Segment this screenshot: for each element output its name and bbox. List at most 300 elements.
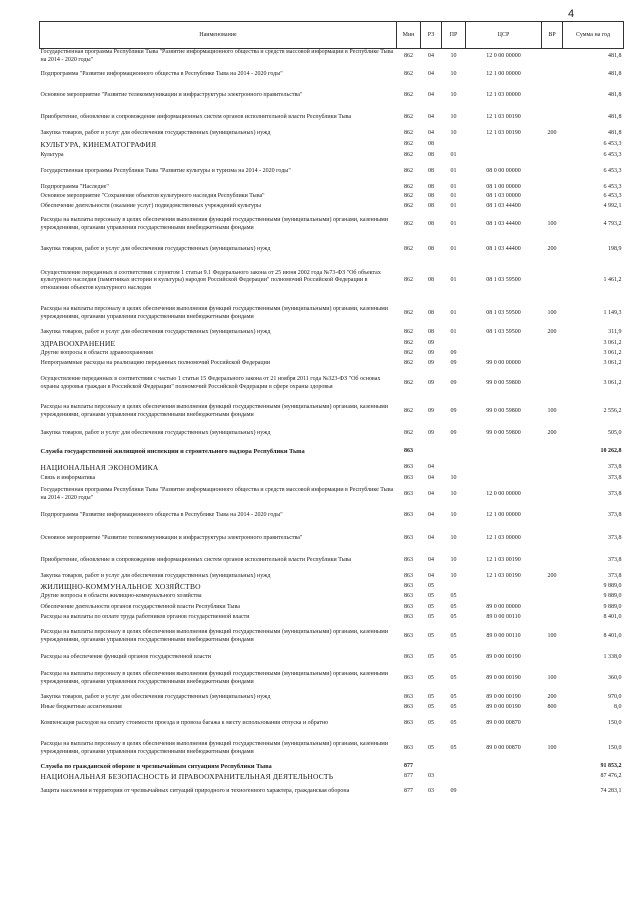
table-row bbox=[40, 474, 624, 485]
row-vr bbox=[542, 339, 563, 349]
row-pr: 09 bbox=[450, 349, 457, 356]
row-csr: 89 0 00 00000 bbox=[486, 603, 521, 610]
row-sum: 4 992,1 bbox=[603, 202, 622, 209]
row-sum: 3 061,2 bbox=[603, 349, 622, 356]
row-min: 863 bbox=[404, 704, 413, 711]
row-min: 863 bbox=[404, 720, 413, 727]
row-csr: 08 1 03 44400 bbox=[486, 202, 521, 209]
row-sum: 9 889,0 bbox=[603, 582, 622, 589]
row-name: Обеспечение деятельности (оказание услуг) подведомственных учреждений культуры bbox=[40, 202, 262, 209]
table-row bbox=[40, 462, 624, 474]
row-rz: 08 bbox=[428, 246, 434, 253]
row-sum: 481,8 bbox=[608, 113, 622, 120]
row-csr: 12 1 03 00000 bbox=[486, 91, 521, 98]
row-csr: 99 0 00 00000 bbox=[486, 359, 521, 366]
row-rz: 08 bbox=[428, 183, 434, 190]
row-pr bbox=[442, 582, 466, 592]
row-name: Расходы на выплаты персоналу в целях обеспечения выполнения функций государственными (муниципальными) органами, казенными учреждениями, органами управления государственными внебюджетными фондами bbox=[40, 306, 388, 320]
row-pr: 05 bbox=[450, 704, 457, 711]
row-name: Осуществление переданных в соответствии с частью 1 статьи 15 Федерального закона от 21 ноября 2011 года №323-ФЗ "Об основах охраны здоровья граждан в Российской Федерации" полномочий Российской Федерации в сфере охраны здоровья bbox=[40, 375, 381, 390]
row-pr: 10 bbox=[450, 534, 457, 541]
row-pr: 01 bbox=[450, 193, 457, 200]
row-sum: 311,9 bbox=[608, 329, 622, 336]
table-row bbox=[40, 572, 624, 582]
table-row bbox=[40, 426, 624, 442]
row-vr: 200 bbox=[547, 329, 557, 336]
row-csr bbox=[466, 582, 542, 592]
row-pr: 05 bbox=[450, 744, 457, 751]
row-name: Служба государственной жилищной инспекции и строительного надзора Республики Тыва bbox=[40, 447, 305, 455]
row-vr bbox=[542, 763, 563, 772]
row-sum: 150,0 bbox=[608, 744, 622, 751]
row-csr bbox=[466, 763, 542, 772]
row-pr: 10 bbox=[450, 475, 457, 482]
row-vr bbox=[542, 527, 563, 551]
row-csr: 89 0 00 00870 bbox=[486, 720, 521, 727]
row-name: Расходы на выплаты персоналу в целях обеспечения выполнения функций государственными (муниципальными) органами, казенными учреждениями, органами управления государственными внебюджетными фондами bbox=[40, 217, 388, 231]
row-sum: 4 793,2 bbox=[603, 221, 622, 228]
row-rz bbox=[421, 763, 442, 772]
row-vr bbox=[542, 485, 563, 506]
row-min: 862 bbox=[404, 52, 413, 59]
row-min: 863 bbox=[404, 475, 413, 482]
table-row bbox=[40, 527, 624, 551]
row-min: 863 bbox=[404, 744, 413, 751]
table-row bbox=[40, 359, 624, 369]
row-rz: 05 bbox=[428, 633, 434, 640]
row-sum: 3 061,2 bbox=[603, 379, 622, 386]
row-name: Культура bbox=[40, 151, 64, 158]
row-rz: 05 bbox=[428, 720, 434, 727]
row-pr: 10 bbox=[450, 512, 457, 519]
row-name: Подпрограмма "Развитие информационного общества в Республике Тыва на 2014 - 2020 годы" bbox=[40, 512, 283, 519]
row-rz: 09 bbox=[428, 408, 434, 415]
row-vr bbox=[542, 65, 563, 85]
row-vr bbox=[542, 202, 563, 212]
row-name: ЖИЛИЩНО-КОММУНАЛЬНОЕ ХОЗЯЙСТВО bbox=[40, 581, 201, 591]
row-rz: 04 bbox=[428, 475, 434, 482]
row-vr bbox=[542, 369, 563, 399]
row-csr: 12 1 03 00190 bbox=[486, 557, 521, 564]
row-rz: 05 bbox=[428, 582, 434, 589]
page-number: 4 bbox=[568, 8, 575, 20]
row-rz: 08 bbox=[428, 140, 434, 147]
row-vr bbox=[542, 49, 563, 65]
row-pr: 10 bbox=[450, 52, 457, 59]
row-min: 863 bbox=[404, 463, 413, 470]
row-pr: 05 bbox=[450, 613, 457, 620]
row-sum: 481,8 bbox=[608, 91, 622, 98]
row-min: 862 bbox=[404, 221, 413, 228]
row-min: 862 bbox=[404, 349, 413, 356]
row-sum: 87 476,2 bbox=[600, 772, 622, 779]
row-rz: 04 bbox=[428, 130, 434, 137]
row-name: Обеспечение деятельности органов государственной власти Республики Тыва bbox=[40, 603, 240, 610]
row-rz: 05 bbox=[428, 593, 434, 600]
row-sum: 3 061,2 bbox=[603, 359, 622, 366]
table-row bbox=[40, 652, 624, 665]
row-name: Защита населения и территории от чрезвычайных ситуаций природного и техногенного характера, гражданская оборона bbox=[40, 788, 350, 795]
row-pr: 01 bbox=[450, 277, 457, 284]
row-rz: 05 bbox=[428, 674, 434, 681]
row-csr: 08 1 03 59500 bbox=[486, 329, 521, 336]
row-pr: 05 bbox=[450, 720, 457, 727]
table-row bbox=[40, 582, 624, 592]
row-rz: 04 bbox=[428, 557, 434, 564]
row-min: 862 bbox=[404, 246, 413, 253]
row-min: 862 bbox=[404, 91, 413, 98]
row-rz: 09 bbox=[428, 359, 434, 366]
row-min: 863 bbox=[404, 557, 413, 564]
row-vr bbox=[542, 140, 563, 150]
row-sum: 8 401,0 bbox=[603, 633, 622, 640]
table-row bbox=[40, 212, 624, 239]
row-vr bbox=[542, 85, 563, 107]
header-sum: Сумма на год bbox=[563, 22, 624, 49]
row-sum: 1 149,3 bbox=[603, 310, 622, 317]
row-vr bbox=[542, 603, 563, 613]
row-pr: 10 bbox=[450, 113, 457, 120]
row-csr: 08 1 03 00000 bbox=[486, 193, 521, 200]
row-sum: 9 889,0 bbox=[603, 603, 622, 610]
table-row bbox=[40, 193, 624, 202]
row-csr: 89 0 00 00110 bbox=[486, 613, 521, 620]
row-csr: 12 1 03 00190 bbox=[486, 130, 521, 137]
row-csr: 89 0 00 00190 bbox=[486, 704, 521, 711]
row-min: 863 bbox=[404, 593, 413, 600]
row-rz: 03 bbox=[428, 772, 434, 779]
row-pr: 05 bbox=[450, 654, 457, 661]
row-csr bbox=[466, 150, 542, 162]
row-sum: 373,8 bbox=[608, 534, 622, 541]
row-sum: 74 283,1 bbox=[600, 788, 622, 795]
row-name: Основное мероприятие "Развитие телекоммуникации и инфраструктуры электронного правительства" bbox=[40, 91, 303, 98]
row-pr: 09 bbox=[450, 359, 457, 366]
row-min: 862 bbox=[404, 277, 413, 284]
table-row bbox=[40, 328, 624, 339]
row-vr bbox=[542, 551, 563, 572]
row-min: 862 bbox=[404, 379, 413, 386]
row-pr bbox=[442, 772, 466, 782]
row-vr: 200 bbox=[547, 572, 557, 579]
row-vr: 200 bbox=[547, 130, 557, 137]
table-row bbox=[40, 162, 624, 183]
table-row bbox=[40, 65, 624, 85]
row-sum: 3 061,2 bbox=[603, 339, 622, 346]
row-min: 862 bbox=[404, 113, 413, 120]
row-name: Служба по гражданской обороне и чрезвычайным ситуациям Республики Тыва bbox=[40, 763, 272, 771]
row-vr bbox=[542, 359, 563, 369]
row-name: КУЛЬТУРА, КИНЕМАТОГРАФИЯ bbox=[40, 139, 157, 149]
row-sum: 9 889,0 bbox=[603, 593, 622, 600]
table-row bbox=[40, 183, 624, 193]
row-csr: 08 1 03 59500 bbox=[486, 277, 521, 284]
table-row bbox=[40, 623, 624, 652]
row-rz bbox=[421, 442, 442, 462]
row-name: ЗДРАВООХРАНЕНИЕ bbox=[40, 338, 116, 348]
row-name: Подпрограмма "Наследие" bbox=[40, 183, 109, 190]
row-rz: 04 bbox=[428, 572, 434, 579]
row-name: Основное мероприятие "Сохранение объектов культурного наследия Республики Тыва" bbox=[40, 193, 265, 200]
table-row bbox=[40, 703, 624, 714]
row-vr bbox=[542, 262, 563, 301]
row-sum: 481,8 bbox=[608, 52, 622, 59]
row-pr: 05 bbox=[450, 633, 457, 640]
table-row bbox=[40, 49, 624, 65]
row-pr: 01 bbox=[450, 168, 457, 175]
row-min: 863 bbox=[404, 613, 413, 620]
row-rz: 08 bbox=[428, 277, 434, 284]
row-min: 862 bbox=[404, 329, 413, 336]
row-pr: 10 bbox=[450, 130, 457, 137]
row-name: Расходы на обеспечение функций органов государственной власти bbox=[40, 654, 211, 661]
row-vr bbox=[542, 652, 563, 665]
row-csr bbox=[466, 140, 542, 150]
table-row bbox=[40, 782, 624, 803]
row-csr bbox=[466, 339, 542, 349]
row-min: 863 bbox=[404, 633, 413, 640]
table-row bbox=[40, 140, 624, 150]
row-csr: 08 1 00 00000 bbox=[486, 183, 521, 190]
table-row bbox=[40, 399, 624, 426]
row-name: Закупка товаров, работ и услуг для обеспечения государственных (муниципальных) нужд bbox=[40, 130, 271, 137]
row-min: 863 bbox=[404, 512, 413, 519]
row-name: Государственная программа Республики Тыва "Развитие информационного общества и средств массовой информации в Республике Тыва на 2014 - 2020 годы" bbox=[40, 49, 394, 63]
row-csr: 08 0 00 00000 bbox=[486, 168, 521, 175]
row-name: Расходы на выплаты персоналу в целях обеспечения выполнения функций государственными (муниципальными) органами, казенными учреждениями, органами управления государственными внебюджетными фондами bbox=[40, 670, 388, 685]
table-row bbox=[40, 239, 624, 262]
row-name: Закупка товаров, работ и услуг для обеспечения государственных (муниципальных) нужд bbox=[40, 693, 271, 700]
header-csr: ЦСР bbox=[466, 22, 542, 49]
row-vr bbox=[542, 183, 563, 193]
table-row bbox=[40, 339, 624, 349]
row-vr: 100 bbox=[547, 221, 557, 228]
row-csr: 12 1 00 00000 bbox=[486, 70, 521, 77]
row-name: Закупка товаров, работ и услуг для обеспечения государственных (муниципальных) нужд bbox=[40, 429, 271, 436]
row-vr: 200 bbox=[547, 246, 557, 253]
table-row bbox=[40, 442, 624, 462]
row-pr: 10 bbox=[450, 572, 457, 579]
row-min: 863 bbox=[404, 603, 413, 610]
row-rz: 04 bbox=[428, 491, 434, 498]
row-sum: 373,8 bbox=[608, 491, 622, 498]
table-row bbox=[40, 603, 624, 613]
row-min: 863 bbox=[404, 572, 413, 579]
row-pr bbox=[442, 763, 466, 772]
row-vr bbox=[542, 613, 563, 623]
row-csr: 12 1 03 00000 bbox=[486, 534, 521, 541]
row-pr: 05 bbox=[450, 674, 457, 681]
row-csr: 99 0 00 59800 bbox=[486, 429, 521, 436]
row-min: 862 bbox=[404, 183, 413, 190]
row-pr: 01 bbox=[450, 183, 457, 190]
row-sum: 373,8 bbox=[608, 572, 622, 579]
row-vr bbox=[542, 162, 563, 183]
row-vr bbox=[542, 349, 563, 359]
row-vr bbox=[542, 150, 563, 162]
row-name: Расходы на выплаты персоналу в целях обеспечения выполнения функций государственными (муниципальными) органами, казенными учреждениями, органами управления государственными внебюджетными фондами bbox=[40, 629, 388, 643]
table-body bbox=[40, 49, 624, 803]
row-name: Закупка товаров, работ и услуг для обеспечения государственных (муниципальных) нужд bbox=[40, 246, 271, 253]
row-csr: 12 1 03 00190 bbox=[486, 113, 521, 120]
row-rz: 08 bbox=[428, 221, 434, 228]
row-sum: 8,0 bbox=[614, 704, 622, 711]
row-sum: 373,8 bbox=[608, 475, 622, 482]
row-name: Другие вопросы в области здравоохранения bbox=[40, 349, 153, 356]
row-min: 862 bbox=[404, 130, 413, 137]
row-rz: 05 bbox=[428, 693, 434, 700]
row-csr bbox=[466, 474, 542, 485]
row-name: Государственная программа Республики Тыва "Развитие культуры и туризма на 2014 - 2020 годы" bbox=[40, 168, 291, 175]
table-row bbox=[40, 763, 624, 772]
table-row bbox=[40, 485, 624, 506]
row-sum: 373,8 bbox=[608, 463, 622, 470]
row-min: 862 bbox=[404, 310, 413, 317]
row-min: 863 bbox=[404, 491, 413, 498]
row-name: Иные бюджетные ассигнования bbox=[40, 704, 122, 711]
row-csr: 89 0 00 00190 bbox=[486, 693, 521, 700]
row-csr: 89 0 00 00190 bbox=[486, 674, 521, 681]
row-pr: 01 bbox=[450, 151, 457, 158]
row-pr: 09 bbox=[450, 379, 457, 386]
table-row bbox=[40, 107, 624, 129]
row-min: 877 bbox=[404, 788, 413, 795]
table-row bbox=[40, 592, 624, 603]
row-pr: 09 bbox=[450, 788, 457, 795]
row-name: Расходы на выплаты персоналу в целях обеспечения выполнения функций государственными (муниципальными) органами, казенными учреждениями, органами управления государственными внебюджетными фондами bbox=[40, 740, 388, 755]
row-vr bbox=[542, 107, 563, 129]
row-rz: 05 bbox=[428, 613, 434, 620]
row-rz: 04 bbox=[428, 512, 434, 519]
row-name: Расходы на выплаты персоналу в целях обеспечения выполнения функций государственными (муниципальными) органами, казенными учреждениями, органами управления государственными внебюджетными фондами bbox=[40, 404, 388, 418]
header-min: Мин bbox=[397, 22, 421, 49]
row-name: Компенсация расходов на оплату стоимости проезда и провоза багажа к месту использования отпуска и обратно bbox=[40, 720, 329, 727]
table-row bbox=[40, 551, 624, 572]
row-rz: 08 bbox=[428, 310, 434, 317]
row-sum: 2 556,2 bbox=[603, 408, 622, 415]
row-name: Приобретение, обновление и сопровождение информационных систем органов исполнительной власти Республики Тыва bbox=[40, 557, 352, 564]
row-vr: 100 bbox=[547, 674, 557, 681]
row-csr: 12 0 00 00000 bbox=[486, 491, 521, 498]
row-sum: 6 453,3 bbox=[603, 193, 622, 200]
table-row bbox=[40, 772, 624, 782]
row-name: Основное мероприятие "Развитие телекоммуникации и инфраструктуры электронного правительства" bbox=[40, 534, 303, 541]
row-sum: 970,0 bbox=[608, 693, 622, 700]
row-rz: 03 bbox=[428, 788, 434, 795]
row-pr bbox=[442, 462, 466, 474]
row-csr: 08 1 03 59500 bbox=[486, 310, 521, 317]
row-vr: 100 bbox=[547, 633, 557, 640]
row-name: Связь и информатика bbox=[40, 475, 96, 482]
row-sum: 91 853,2 bbox=[600, 763, 622, 770]
row-csr bbox=[466, 462, 542, 474]
table-row bbox=[40, 301, 624, 328]
row-sum: 6 453,3 bbox=[603, 140, 622, 147]
row-vr bbox=[542, 714, 563, 735]
row-rz: 09 bbox=[428, 349, 434, 356]
row-vr bbox=[542, 772, 563, 782]
row-rz: 08 bbox=[428, 329, 434, 336]
row-sum: 6 453,3 bbox=[603, 151, 622, 158]
row-name: Закупка товаров, работ и услуг для обеспечения государственных (муниципальных) нужд bbox=[40, 572, 271, 579]
row-rz: 08 bbox=[428, 168, 434, 175]
row-csr bbox=[466, 349, 542, 359]
row-name: Приобретение, обновление и сопровождение информационных систем органов исполнительной власти Республики Тыва bbox=[40, 113, 352, 120]
row-min: 862 bbox=[404, 140, 413, 147]
row-csr: 12 0 00 00000 bbox=[486, 52, 521, 59]
row-vr bbox=[542, 193, 563, 202]
row-min: 862 bbox=[404, 339, 413, 346]
row-pr: 10 bbox=[450, 70, 457, 77]
row-rz: 09 bbox=[428, 379, 434, 386]
row-sum: 505,0 bbox=[608, 429, 622, 436]
row-rz: 04 bbox=[428, 463, 434, 470]
table-row bbox=[40, 202, 624, 212]
row-name: Непрограммные расходы на реализацию переданных полномочий Российской Федерации bbox=[40, 359, 271, 366]
table-row bbox=[40, 506, 624, 527]
row-csr: 12 1 00 00000 bbox=[486, 512, 521, 519]
row-rz: 09 bbox=[428, 339, 434, 346]
row-min: 863 bbox=[404, 674, 413, 681]
row-pr bbox=[442, 339, 466, 349]
table-header-row bbox=[40, 22, 624, 49]
row-sum: 198,9 bbox=[608, 246, 622, 253]
table-row bbox=[40, 613, 624, 623]
row-rz: 04 bbox=[428, 113, 434, 120]
row-min: 863 bbox=[404, 447, 413, 454]
row-name: Расходы на выплаты по оплате труда работников органов государственной власти bbox=[40, 613, 250, 620]
row-vr bbox=[542, 506, 563, 527]
row-vr bbox=[542, 782, 563, 803]
row-name: Закупка товаров, работ и услуг для обеспечения государственных (муниципальных) нужд bbox=[40, 329, 271, 336]
row-sum: 150,0 bbox=[608, 720, 622, 727]
table-row bbox=[40, 735, 624, 763]
row-min: 862 bbox=[404, 408, 413, 415]
row-csr: 89 0 00 00870 bbox=[486, 744, 521, 751]
row-min: 862 bbox=[404, 359, 413, 366]
table-row bbox=[40, 150, 624, 162]
row-sum: 373,8 bbox=[608, 512, 622, 519]
row-sum: 6 453,3 bbox=[603, 183, 622, 190]
row-csr: 12 1 03 00190 bbox=[486, 572, 521, 579]
row-sum: 1 338,0 bbox=[603, 654, 622, 661]
row-pr bbox=[442, 442, 466, 462]
table-row bbox=[40, 714, 624, 735]
row-pr: 10 bbox=[450, 557, 457, 564]
row-sum: 481,8 bbox=[608, 130, 622, 137]
header-vr: ВР bbox=[542, 22, 563, 49]
row-sum: 373,8 bbox=[608, 557, 622, 564]
row-pr: 05 bbox=[450, 593, 457, 600]
row-pr: 01 bbox=[450, 329, 457, 336]
row-pr: 05 bbox=[450, 603, 457, 610]
row-min: 862 bbox=[404, 151, 413, 158]
row-vr bbox=[542, 592, 563, 603]
row-rz: 08 bbox=[428, 151, 434, 158]
table-row bbox=[40, 665, 624, 693]
row-vr bbox=[542, 462, 563, 474]
row-min: 862 bbox=[404, 202, 413, 209]
row-pr: 01 bbox=[450, 202, 457, 209]
row-sum: 481,8 bbox=[608, 70, 622, 77]
row-min: 877 bbox=[404, 763, 413, 770]
row-csr bbox=[466, 442, 542, 462]
row-csr: 99 0 00 59800 bbox=[486, 408, 521, 415]
row-pr: 10 bbox=[450, 491, 457, 498]
row-vr: 200 bbox=[547, 429, 557, 436]
table-row bbox=[40, 129, 624, 140]
row-csr: 08 1 03 44400 bbox=[486, 221, 521, 228]
